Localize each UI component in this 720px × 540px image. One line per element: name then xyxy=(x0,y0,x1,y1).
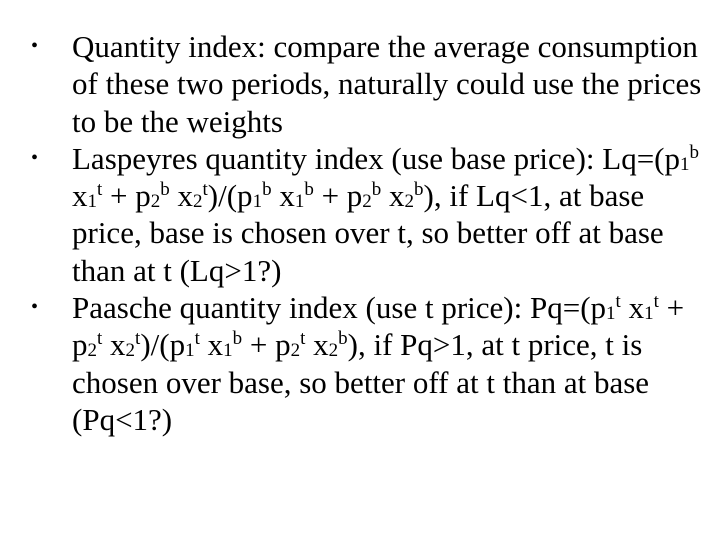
bullet-tail: , if Pq>1, at t price, t is chosen over base, so better off at t than at base (Pq<1?) xyxy=(72,327,650,437)
bullet-item-quantity-index xyxy=(30,28,710,140)
laspeyres-formula: $Lq=(p_1^b$ $x_1^t + p_2^b$ $x_2^t)/(p_1^b$ $x_1^b + p_2^b$ $x_2^b$) xyxy=(72,140,700,214)
formula-label: Pq xyxy=(529,290,563,326)
bullet-intro: Laspeyres quantity index (use base price): xyxy=(72,140,595,176)
paasche-formula: $Pq=(p_1^t$ $x_1^t + p_2^t$ $x_2^t)/(p_1^t$ $x_1^b + p_2^t$ $x_2^b$) xyxy=(72,290,685,363)
bullet-item-paasche xyxy=(30,289,710,438)
bullet-dot-icon: • xyxy=(31,296,39,319)
bullet-intro: Paasche quantity index (use t price): xyxy=(72,290,523,326)
bullet-item-laspeyres xyxy=(30,140,710,289)
formula-label: Lq xyxy=(602,140,637,176)
bullet-dot-icon: • xyxy=(31,35,39,57)
bullet-dot-icon: • xyxy=(31,146,39,169)
bullet-list xyxy=(30,28,710,438)
bullet-tail: , if Lq<1, at base price, base is chosen over t, so better off at base than at t (Lq>1?) xyxy=(72,178,664,288)
bullet-text: Quantity index: compare the average consumption of these two periods, naturally could use the prices to be the weights xyxy=(72,29,702,139)
